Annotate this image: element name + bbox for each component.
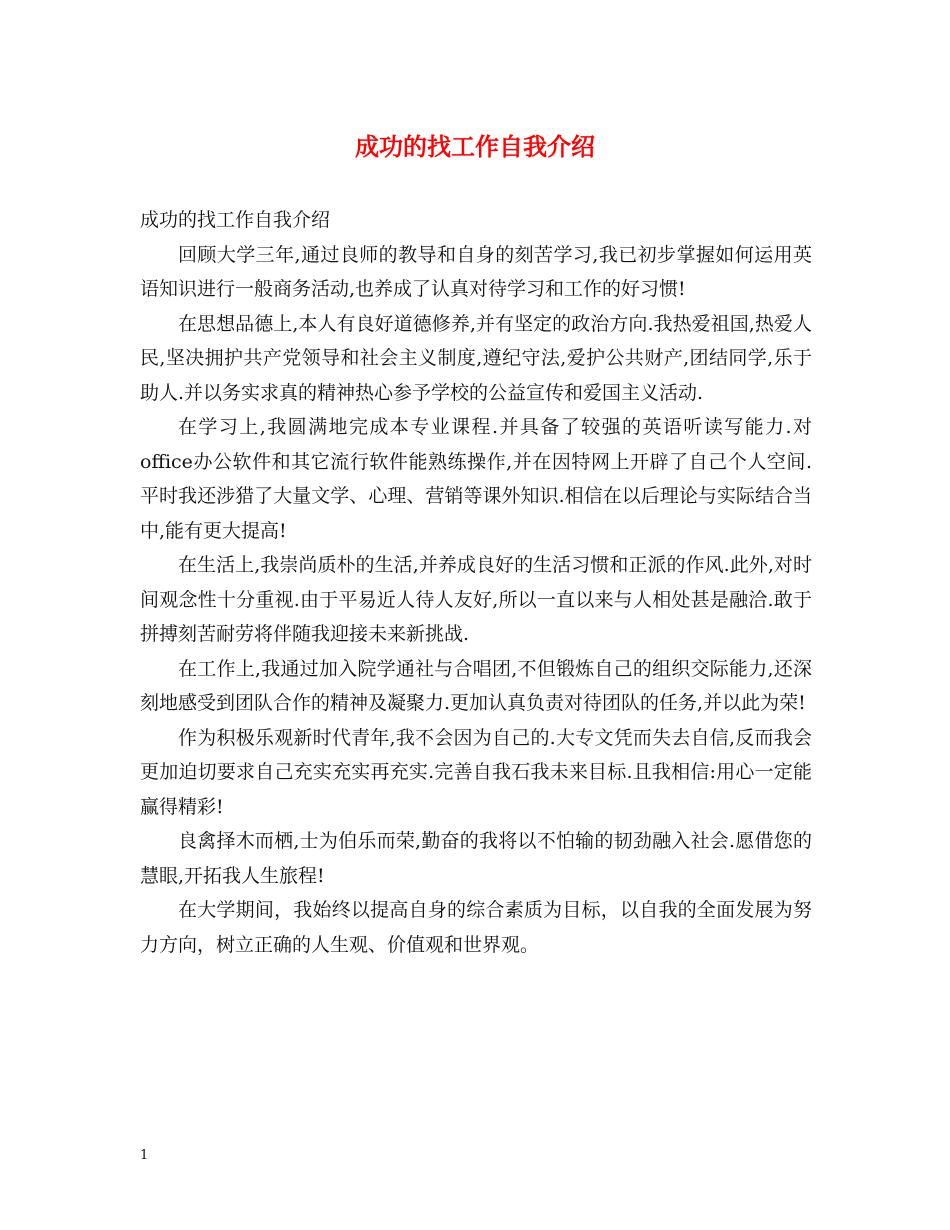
paragraph-7: 良禽择木而栖,士为伯乐而荣,勤奋的我将以不怕输的韧劲融入社会.愿借您的慧眼,开拓我人生旅程!	[140, 830, 812, 887]
paragraph-4: 在生活上,我崇尚质朴的生活,并养成良好的生活习惯和正派的作风.此外,对时间观念性十分重视.由于平易近人待人友好,所以一直以来与人相处甚是融洽.敢于拼搏刻苦耐劳将伴随我迎接未来新挑战.	[140, 554, 812, 645]
page-number: 1	[140, 1148, 149, 1163]
document-title: 成功的找工作自我介绍	[355, 132, 595, 161]
paragraph-2: 在思想品德上,本人有良好道德修养,并有坚定的政治方向.我热爱祖国,热爱人民,坚决拥护共产党领导和社会主义制度,遵纪守法,爱护公共财产,团结同学,乐于助人.并以务实求真的精神热心参予学校的公益宣传和爱国主义活动.	[140, 312, 812, 404]
paragraph-1: 回顾大学三年,通过良师的教导和自身的刻苦学习,我已初步掌握如何运用英语知识进行一般商务活动,也养成了认真对待学习和工作的好习惯!	[140, 243, 812, 300]
paragraph-8: 在大学期间，我始终以提高自身的综合素质为目标，以自我的全面发展为努力方向，树立正确的人生观、价值观和世界观。	[140, 899, 812, 956]
paragraph-5: 在工作上,我通过加入院学通社与合唱团,不但锻炼自己的组织交际能力,还深刻地感受到团队合作的精神及凝聚力.更加认真负责对待团队的任务,并以此为荣!	[140, 657, 812, 714]
paragraph-3: 在学习上,我圆满地完成本专业课程.并具备了较强的英语听读写能力.对office办公软件和其它流行软件能熟练操作,并在因特网上开辟了自己个人空间.平时我还涉猎了大量文学、心理、营销等课外知识.相信在以后理论与实际结合当中,能有更大提高!	[140, 416, 812, 542]
paragraph-6: 作为积极乐观新时代青年,我不会因为自己的.大专文凭而失去自信,反而我会更加迫切要求自己充实充实再充实.完善自我石我未来目标.且我相信:用心一定能赢得精彩!	[140, 726, 812, 818]
document-body	[140, 203, 812, 962]
document-subtitle: 成功的找工作自我介绍	[140, 209, 331, 231]
